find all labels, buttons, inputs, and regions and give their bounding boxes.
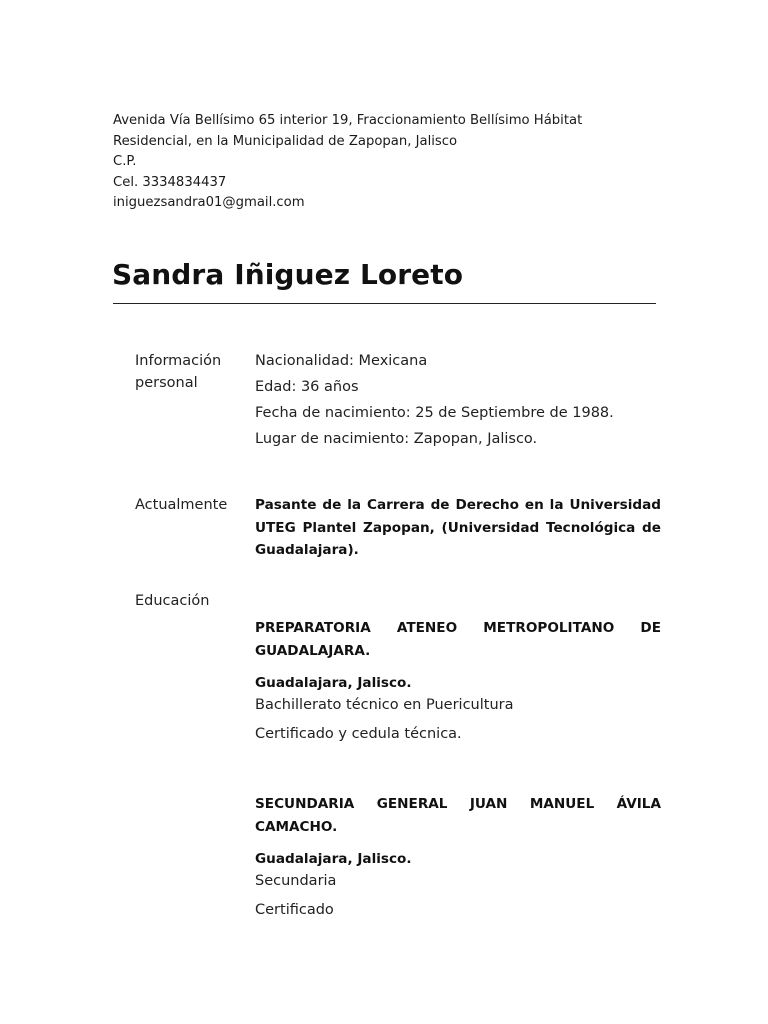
contact-block	[113, 111, 656, 214]
current-label: Actualmente	[135, 497, 228, 513]
credential: Certificado y cedula técnica.	[255, 726, 462, 742]
nationality: Nacionalidad: Mexicana	[255, 353, 428, 369]
school-city: Guadalajara, Jalisco.	[255, 675, 412, 691]
education-entry	[255, 617, 661, 745]
credential: Certificado	[255, 902, 334, 918]
education-entry	[255, 793, 661, 921]
personal-info-label	[135, 350, 221, 394]
phone-number: Cel. 3334834437	[113, 174, 227, 190]
email-address: iniguezsandra01@gmail.com	[113, 195, 305, 210]
birth-place: Lugar de nacimiento: Zapopan, Jalisco.	[255, 431, 538, 447]
full-name-heading: Sandra Iñiguez Loreto	[112, 258, 464, 291]
school-name: SECUNDARIA GENERAL JUAN MANUEL ÁVILA CAMACHO.	[255, 796, 661, 835]
degree: Bachillerato técnico en Puericultura	[255, 697, 514, 713]
degree: Secundaria	[255, 873, 337, 889]
current-status: Pasante de la Carrera de Derecho en la Universidad UTEG Plantel Zapopan, (Universidad Tecnológica de Guadalajara).	[255, 497, 661, 558]
address-line-1: Avenida Vía Bellísimo 65 interior 19, Fraccionamiento Bellísimo Hábitat	[113, 113, 583, 128]
heading-divider	[113, 303, 656, 304]
education-label: Educación	[135, 593, 210, 609]
postal-code: C.P.	[113, 154, 137, 169]
personal-info-label-line2: personal	[135, 375, 198, 391]
birth-date: Fecha de nacimiento: 25 de Septiembre de 1988.	[255, 405, 614, 421]
personal-info-content	[255, 348, 661, 452]
school-city: Guadalajara, Jalisco.	[255, 851, 412, 867]
school-name: PREPARATORIA ATENEO METROPOLITANO DE GUADALAJARA.	[255, 620, 661, 659]
personal-info-label-line1: Información	[135, 353, 222, 369]
address-line-2: Residencial, en la Municipalidad de Zapopan, Jalisco	[113, 133, 458, 149]
age: Edad: 36 años	[255, 379, 359, 395]
